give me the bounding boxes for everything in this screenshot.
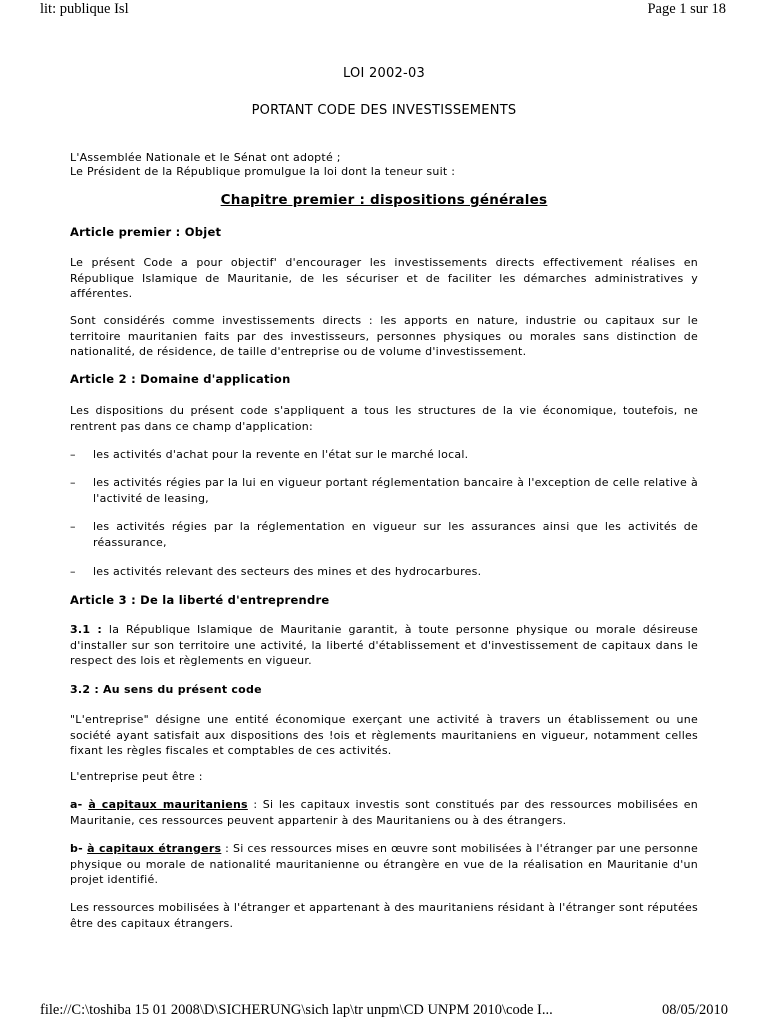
print-footer-file-path: file://C:\toshiba 15 01 2008\D\SICHERUNG\sich lap\tr unpm\CD UNPM 2010\code I... — [40, 1002, 553, 1018]
item-b-paragraph — [70, 841, 698, 888]
preamble-line-1: L'Assemblée Nationale et le Sénat ont adopté ; — [70, 151, 341, 164]
section-3-2-paragraph-1: "L'entreprise" désigne une entité économique exerçant une activité à travers un établissement ou une société ayant satisfait aux dispositions des !ois et règlements mauritaniens en vigueur, notamment celles fixant les règles fiscales et comptables de ces activités. — [70, 713, 698, 757]
section-3-2-paragraph-2: L'entreprise peut être : — [70, 770, 203, 783]
document-subtitle: PORTANT CODE DES INVESTISSEMENTS — [251, 103, 517, 118]
section-3-1-paragraph — [70, 622, 698, 669]
article-3-title: Article 3 : De la liberté d'entreprendre — [70, 593, 330, 607]
section-3-1-text: la République Islamique de Mauritanie garantit, à toute personne physique ou morale désireuse d'installer sur son territoire une activité, la liberté d'établissement et d'investissement de capitaux dans le respect des lois et règlements en vigueur. — [70, 623, 699, 667]
closing-paragraph: Les ressources mobilisées à l'étranger et appartenant à des mauritaniens résidant à l'étranger sont réputées être des capitaux étrangers. — [70, 901, 698, 930]
item-a-label: à capitaux mauritaniens — [88, 798, 248, 811]
bullet-item-2: les activités régies par la lui en vigueur portant réglementation bancaire à l'exception de celle relative à l'activité de leasing, — [93, 476, 698, 505]
bullet-item-1: les activités d'achat pour la revente en l'état sur le marché local. — [93, 448, 469, 461]
bullet-item-3: les activités régies par la réglementation en vigueur sur les assurances ainsi que les activités de réassurance, — [93, 520, 698, 549]
item-a-paragraph — [70, 797, 698, 828]
article-1-paragraph-1: Le présent Code a pour objectif' d'encourager les investissements directs effectivement réalises en République Islamique de Mauritanie, de les sécuriser et de faciliter les démarches administratives y afférentes. — [70, 256, 698, 300]
bullet-dash: – — [70, 565, 76, 578]
document-title: LOI 2002-03 — [342, 66, 426, 81]
article-2-title: Article 2 : Domaine d'application — [70, 372, 291, 386]
chapter-heading: Chapitre premier : dispositions générales — [220, 192, 548, 208]
item-a-text: : Si les capitaux investis sont constitués par des ressources mobilisées en Mauritanie, ces ressources peuvent appartenir à des Mauritaniens ou à des étrangers. — [70, 798, 698, 827]
article-1-paragraph-2: Sont considérés comme investissements directs : les apports en nature, industrie ou capitaux sur le territoire mauritanien faits par des investisseurs, personnes physiques ou morales sans distinction de nationalité, de résidence, de taille d'entreprise ou de volume d'investissement. — [70, 314, 698, 358]
item-b-label: à capitaux étrangers — [87, 842, 222, 855]
section-3-2-title: 3.2 : Au sens du présent code — [70, 683, 262, 696]
print-footer-date: 08/05/2010 — [661, 1002, 728, 1018]
item-b-text: : Si ces ressources mises en œuvre sont mobilisées à l'étranger par une personne physique ou morale de nationalité mauritanienne ou étrangère en vue de la réalisation en Mauritanie d'un projet identifié. — [70, 842, 698, 886]
section-3-1-label: 3.1 : — [70, 623, 103, 636]
bullet-dash: – — [70, 520, 76, 533]
item-a-prefix: a- — [70, 798, 89, 811]
print-header-left: lit: publique Isl — [40, 1, 129, 17]
preamble-line-2: Le Président de la République promulgue la loi dont la teneur suit : — [70, 165, 456, 178]
bullet-dash: – — [70, 476, 76, 489]
article-1-title: Article premier : Objet — [70, 225, 222, 239]
article-2-paragraph: Les dispositions du présent code s'appliquent a tous les structures de la vie économique, toutefois, ne rentrent pas dans ce champ d'application: — [70, 404, 698, 433]
item-b-prefix: b- — [70, 842, 88, 855]
bullet-dash: – — [70, 448, 76, 461]
bullet-item-4: les activités relevant des secteurs des mines et des hydrocarbures. — [93, 565, 482, 578]
print-header-page-number: Page 1 sur 18 — [647, 1, 726, 17]
